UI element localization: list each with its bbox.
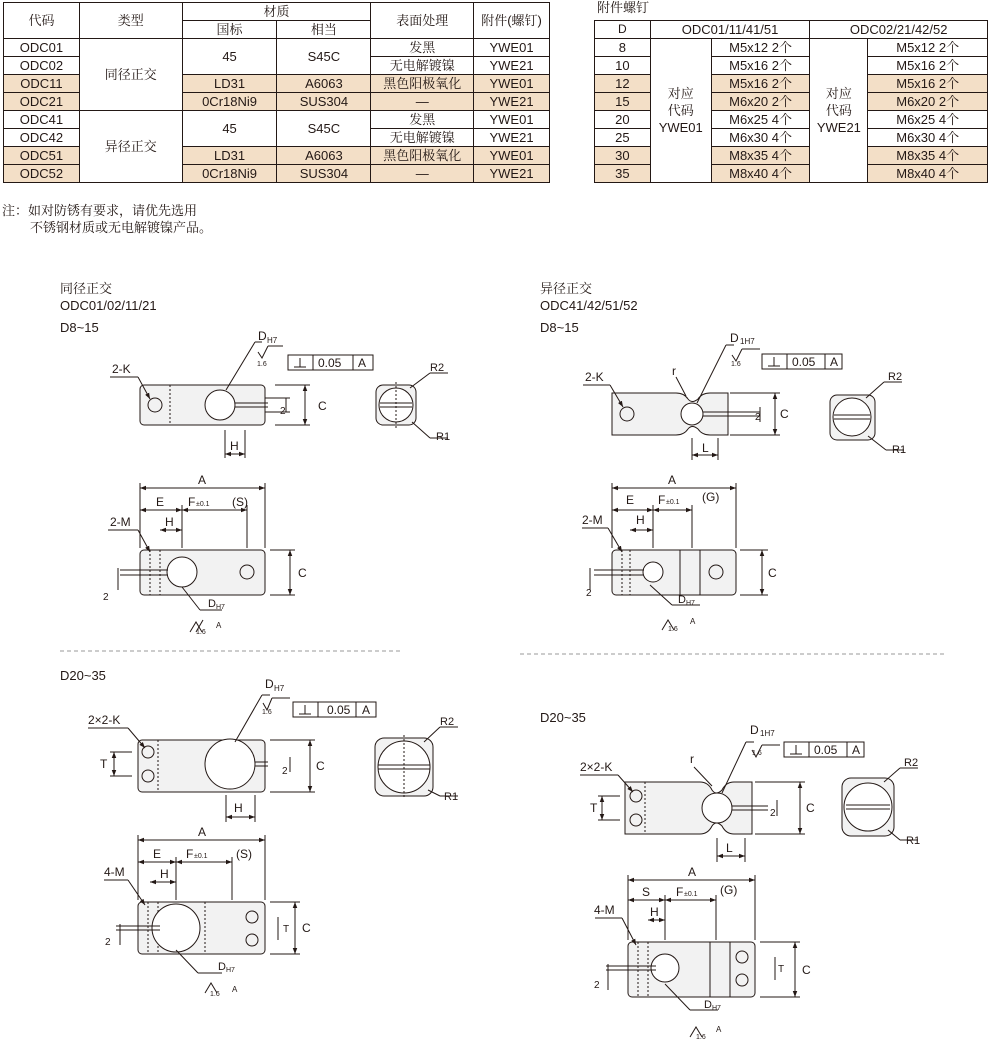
left-range-large: D20~35 (60, 668, 106, 683)
cell-screw: M6x20 2个 (711, 93, 810, 111)
dim-label: A (362, 703, 371, 717)
code1-line: 对应 (667, 86, 694, 101)
cell-gb: 0Cr18Ni9 (182, 93, 277, 111)
dim-label: F (188, 495, 196, 509)
dim-label: H (234, 801, 243, 815)
cell-code: ODC01 (4, 39, 80, 57)
note-line-2: 不锈钢材质或无电解镀镍产品。 (30, 220, 213, 235)
dim-label: A (198, 825, 207, 839)
cell-screw: M6x30 4个 (711, 129, 810, 147)
dim-label: D (678, 594, 686, 606)
left-small-side-view (376, 373, 448, 438)
right-small-side-view (830, 382, 904, 450)
cell-type: 异径正交 (79, 111, 182, 183)
dim-label: (S) (236, 847, 252, 861)
cell-d: 12 (595, 75, 651, 93)
right-range-small: D8~15 (540, 320, 579, 335)
header-group1: ODC01/11/41/51 (650, 21, 810, 39)
right-section-codes: ODC41/42/51/52 (540, 298, 638, 313)
cell-screw: M5x16 2个 (868, 75, 988, 93)
dim-label: 1.6 (262, 709, 272, 716)
dim-label: 1.6 (668, 626, 678, 633)
cell-d: 8 (595, 39, 651, 57)
cell-d: 30 (595, 147, 651, 165)
header-material: 材质 (182, 3, 371, 21)
cell-surface: 无电解镀镍 (371, 57, 474, 75)
dim-label: 1H7 (740, 337, 755, 346)
dim-label: r (672, 364, 676, 378)
dim-label: H7 (712, 1005, 721, 1012)
cell-code: ODC11 (4, 75, 80, 93)
dim-label: E (153, 847, 162, 861)
dim-label: 1.6 (196, 629, 206, 636)
dim-label: H7 (274, 684, 285, 693)
dim-label: 4-M (594, 903, 615, 917)
cell-d: 15 (595, 93, 651, 111)
cell-accessory: YWE21 (474, 93, 550, 111)
dim-label: C (302, 921, 311, 935)
cell-screw: M5x16 2个 (868, 57, 988, 75)
dim-label: 2 (103, 592, 109, 603)
dim-label: 0.05 (318, 356, 342, 370)
dim-label: C (318, 399, 327, 413)
code1-line: 代码 (667, 103, 694, 118)
cell-d: 10 (595, 57, 651, 75)
code2-line: YWE21 (816, 120, 861, 135)
dim-label: 1.6 (696, 1034, 706, 1041)
cell-d: 35 (595, 165, 651, 183)
dim-label: T (100, 757, 108, 771)
cell-code: ODC51 (4, 147, 80, 165)
dim-label: 2×2-K (88, 713, 121, 727)
dim-label: H (636, 513, 645, 527)
right-large-side-view (842, 768, 918, 840)
header-material-eq: 相当 (277, 21, 371, 39)
cell-screw: M6x20 2个 (868, 93, 988, 111)
dim-label: 0.05 (327, 703, 351, 717)
right-section-title: 异径正交 (540, 281, 593, 296)
dim-label: (G) (702, 490, 720, 504)
dim-label: D (258, 329, 267, 343)
dim-label: R1 (906, 835, 921, 847)
dim-label: F (658, 493, 666, 507)
cell-accessory: YWE21 (474, 57, 550, 75)
cell-screw: M6x30 4个 (868, 129, 988, 147)
dim-label: R1 (444, 791, 459, 803)
dim-label: ±0.1 (666, 499, 680, 506)
dim-label: H (165, 515, 174, 529)
cell-surface: — (371, 165, 474, 183)
dim-label: R1 (436, 431, 451, 443)
dim-label: D (208, 598, 216, 610)
cell-d: 25 (595, 129, 651, 147)
dim-label: 2 (770, 808, 776, 819)
cell-surface: 发黑 (371, 39, 474, 57)
dim-label: H (230, 439, 239, 453)
note-line-1: 注：如对防锈有要求，请优先选用 (2, 203, 198, 218)
dim-label: (G) (720, 883, 738, 897)
cell-screw: M6x25 4个 (868, 111, 988, 129)
dim-label: S (642, 885, 651, 899)
dim-label: T (590, 801, 598, 815)
left-section-title: 同径正交 (60, 281, 113, 296)
cell-eq: A6063 (277, 147, 371, 165)
header-material-gb: 国标 (182, 21, 277, 39)
dim-label: 1H7 (760, 729, 775, 738)
header-code: 代码 (4, 3, 80, 39)
dim-label: 0.05 (792, 355, 816, 369)
cell-screw: M5x12 2个 (711, 39, 810, 57)
header-surface: 表面处理 (371, 3, 474, 39)
dim-label: 2 (105, 937, 111, 948)
cell-accessory: YWE21 (474, 165, 550, 183)
cell-code: ODC52 (4, 165, 80, 183)
cell-screw: M5x12 2个 (868, 39, 988, 57)
left-range-small: D8~15 (60, 320, 99, 335)
code2-line: 代码 (825, 103, 852, 118)
dim-label: 2-M (110, 515, 131, 529)
dim-label: T (283, 924, 290, 935)
cell-eq: A6063 (277, 75, 371, 93)
cell-eq: S45C (277, 111, 371, 147)
dim-label: A (690, 617, 696, 626)
dim-label: r (690, 752, 694, 766)
cell-screw: M5x16 2个 (711, 57, 810, 75)
cell-accessory: YWE21 (474, 129, 550, 147)
dim-label: R2 (904, 757, 919, 769)
cell-code: ODC41 (4, 111, 80, 129)
dim-label: ±0.1 (194, 853, 208, 860)
dim-label: A (830, 355, 839, 369)
cell-screw: M6x25 4个 (711, 111, 810, 129)
cell-surface: 无电解镀镍 (371, 129, 474, 147)
dim-label: 2-K (112, 362, 131, 376)
dim-label: A (716, 1025, 722, 1034)
cell-surface: 发黑 (371, 111, 474, 129)
dim-label: 2 (755, 412, 761, 423)
dim-label: C (802, 963, 811, 977)
cell-gb: 45 (182, 111, 277, 147)
cell-code: ODC21 (4, 93, 80, 111)
cell-surface: 黑色阳极氧化 (371, 147, 474, 165)
dim-label: D (218, 961, 226, 973)
dim-label: A (668, 473, 677, 487)
cell-accessory: YWE01 (474, 111, 550, 129)
cell-accessory: YWE01 (474, 147, 550, 165)
dim-label: E (156, 495, 165, 509)
left-large-side-view (375, 727, 458, 799)
cell-gb: LD31 (182, 147, 277, 165)
cell-screw: M5x16 2个 (711, 75, 810, 93)
dim-label: L (702, 441, 709, 455)
dim-label: A (688, 865, 697, 879)
dim-label: A (358, 356, 367, 370)
cell-gb: 45 (182, 39, 277, 75)
dim-label: A (232, 985, 238, 994)
dim-label: R2 (440, 716, 455, 728)
cell-d: 20 (595, 111, 651, 129)
dim-label: 2 (280, 406, 286, 417)
dim-label: 1.6 (731, 361, 741, 368)
dim-label: R1 (892, 444, 907, 456)
dim-label: ±0.1 (684, 891, 698, 898)
dim-label: 4-M (104, 865, 125, 879)
dim-label: 1.6 (210, 991, 220, 998)
dim-label: H (650, 905, 659, 919)
dim-label: 2-M (582, 513, 603, 527)
cell-eq: S45C (277, 39, 371, 75)
dim-label: C (806, 801, 815, 815)
cell-surface: 黑色阳极氧化 (371, 75, 474, 93)
dim-label: H7 (267, 336, 278, 345)
header-accessory: 附件(螺钉) (474, 3, 550, 39)
dim-label: 2 (586, 588, 592, 599)
cell-code: ODC02 (4, 57, 80, 75)
right-large-front-view (595, 875, 800, 1037)
cell-surface: — (371, 93, 474, 111)
dim-label: 0.05 (814, 743, 838, 757)
cell-gb: LD31 (182, 75, 277, 93)
dim-label: H7 (686, 600, 695, 607)
code2-line: 对应 (825, 86, 852, 101)
header-d: D (595, 21, 651, 39)
dim-label: C (780, 407, 789, 421)
cell-accessory: YWE01 (474, 75, 550, 93)
cell-screw: M8x35 4个 (711, 147, 810, 165)
cell-eq: SUS304 (277, 165, 371, 183)
dim-label: R2 (888, 371, 903, 383)
cell-code: ODC42 (4, 129, 80, 147)
dim-label: D (265, 677, 274, 691)
dim-label: ±0.1 (196, 501, 210, 508)
dim-label: F (186, 847, 194, 861)
dim-label: A (216, 621, 222, 630)
dim-label: D (750, 723, 759, 737)
cell-screw: M8x40 4个 (711, 165, 810, 183)
cell-eq: SUS304 (277, 93, 371, 111)
cell-accessory: YWE01 (474, 39, 550, 57)
header-type: 类型 (79, 3, 182, 39)
dim-label: 1.6 (257, 361, 267, 368)
left-section-codes: ODC01/02/11/21 (60, 298, 157, 313)
right-large-top-view (580, 742, 864, 862)
dim-label: A (852, 743, 861, 757)
cell-gb: 0Cr18Ni9 (182, 165, 277, 183)
dim-label: 2-K (585, 370, 604, 384)
dim-label: 2×2-K (580, 760, 613, 774)
dim-label: F (676, 885, 684, 899)
cell-screw: M8x40 4个 (868, 165, 988, 183)
cell-screw: M8x35 4个 (868, 147, 988, 165)
dim-label: D (704, 999, 712, 1011)
dim-label: 2 (594, 980, 600, 991)
dim-label: A (198, 473, 207, 487)
dim-label: 1.6 (752, 750, 762, 757)
dim-label: E (626, 493, 635, 507)
dim-label: H7 (216, 604, 225, 611)
dim-label: C (316, 759, 325, 773)
dim-label: H (160, 867, 169, 881)
dim-label: L (726, 841, 733, 855)
header-group2: ODC02/21/42/52 (810, 21, 988, 39)
dim-label: C (768, 566, 777, 580)
cell-type: 同径正交 (79, 39, 182, 111)
dim-label: C (298, 566, 307, 580)
dim-label: H7 (226, 967, 235, 974)
code1-line: YWE01 (658, 120, 703, 135)
dim-label: T (778, 964, 785, 975)
dim-label: D (730, 331, 739, 345)
dim-label: (S) (232, 495, 248, 509)
dim-label: 2 (282, 766, 288, 777)
dim-label: R2 (430, 362, 445, 374)
right-range-large: D20~35 (540, 710, 586, 725)
screw-table-title: 附件螺钉 (597, 0, 650, 15)
